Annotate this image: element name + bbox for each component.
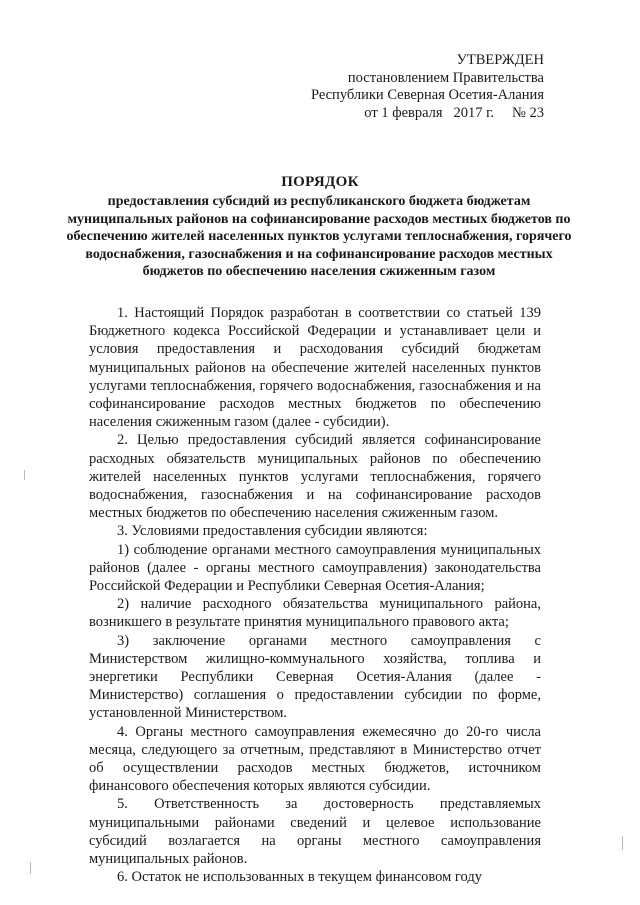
document-body [89, 304, 541, 887]
paragraph: 2. Целью предоставления субсидий является софинансирование расходных обязательств муниципальных районов по обеспечению жителей населенных пунктов услугами теплоснабжения, горячего водоснабжения, газоснабжения и на софинансирование расходов местных бюджетов по обеспечению населения сжиженным газом. [89, 432, 541, 522]
document-title: ПОРЯДОК [281, 174, 359, 190]
approval-date-line [311, 105, 544, 123]
scan-edge-mark [622, 836, 623, 850]
paragraph: 6. Остаток не использованных в текущем финансовом году [117, 869, 482, 886]
paragraph: 3) заключение органами местного самоуправления с Министерством жилищно-коммунального хозяйства, топлива и энергетики Республики Северная Осетия-Алания (далее - Министерство) соглашения о предоставлении субсидии по форме, установленной Министерством. [89, 632, 541, 722]
approval-status: УТВЕРЖДЕН [456, 52, 544, 68]
paragraph: 3. Условиями предоставления субсидии являются: [117, 523, 428, 540]
approval-by: постановлением Правительства [347, 69, 544, 86]
approval-block [311, 52, 544, 122]
paragraph: 1. Настоящий Порядок разработан в соответствии со статьей 139 Бюджетного кодекса Российской Федерации и устанавливает цели и условия предоставления и расходования субсидий бюджетам муниципальных районов на обеспечение жителей населенных пунктов услугами теплоснабжения, горячего водоснабжения, газоснабжения и на софинансирование расходов местных бюджетов по обеспечению населения сжиженным газом (далее - субсидии). [89, 305, 541, 431]
paragraph: 2) наличие расходного обязательства муниципального района, возникшего в результате принятия муниципального правового акта; [89, 596, 541, 631]
scan-edge-mark [24, 470, 25, 480]
approval-date: от 1 февраля 2017 г. [364, 104, 495, 121]
paragraph: 1) соблюдение органами местного самоуправления муниципальных районов (далее - органы местного самоуправления) законодательства Российской Федерации и Республики Северная Осетия-Алания; [89, 541, 541, 595]
approval-number: № 23 [512, 104, 544, 121]
document-subtitle: предоставления субсидий из республиканского бюджета бюджетам муниципальных районов на софинансирование расходов местных бюджетов по обеспечению жителей населенных пунктов услугами теплоснабжения, горячего водоснабжения, газоснабжения и на софинансирование расходов местных бюджетов по обеспечению населения сжиженным газом [66, 194, 572, 280]
paragraph: 4. Органы местного самоуправления ежемесячно до 20-го числа месяца, следующего за отчетным, представляют в Министерство отчет об осуществлении расходов местных бюджетов, источником финансового обеспечения которых являются субсидии. [89, 723, 541, 795]
scan-edge-mark [30, 862, 31, 874]
approval-org: Республики Северная Осетия-Алания [310, 87, 544, 104]
paragraph: 5. Ответственность за достоверность представляемых муниципальными районами сведений и целевое использование субсидий возлагается на органы местного самоуправления муниципальных районов. [89, 796, 541, 868]
